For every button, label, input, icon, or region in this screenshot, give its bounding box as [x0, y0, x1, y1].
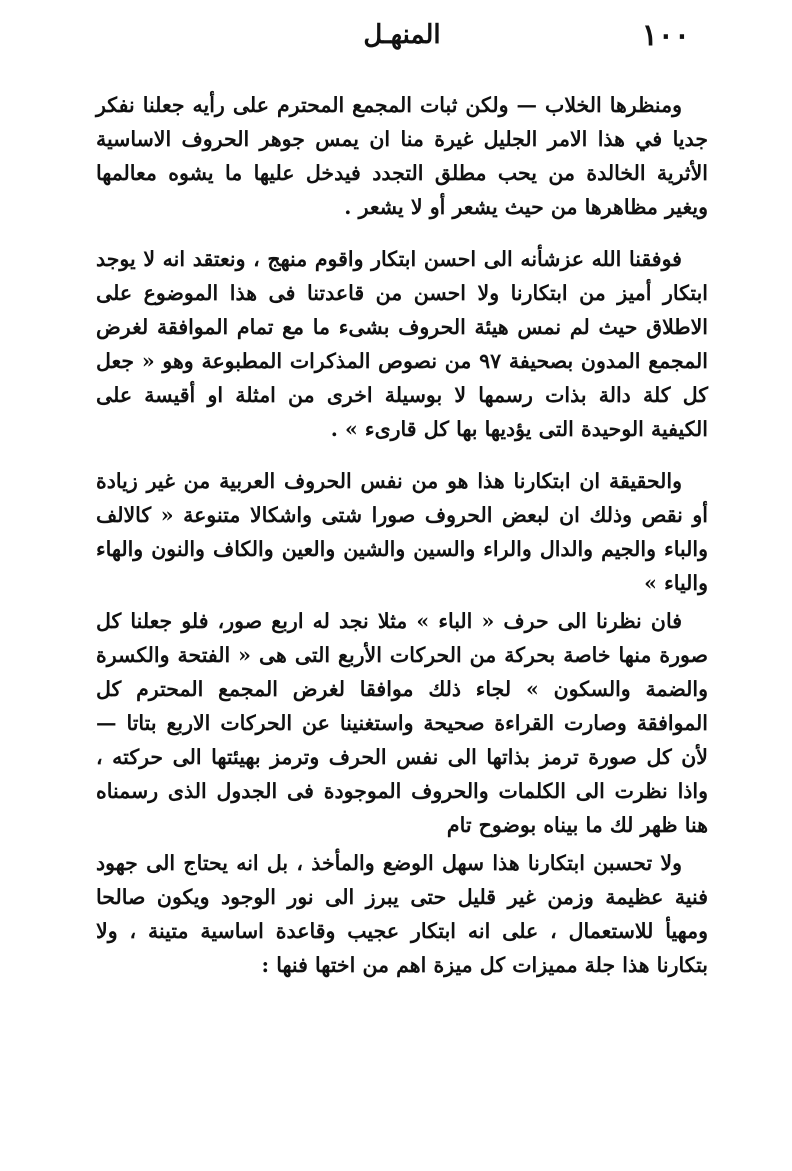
body-text [96, 88, 708, 982]
paragraph: ولا تحسبن ابتكارنا هذا سهل الوضع والمأخذ ، بل انه يحتاج الى جهود فنية عظيمة وزمن غير قليل حتى يبرز الى نور الوجود ويكون صالحا ومهيأ للاستعمال ، على انه ابتكار عجيب وقاعدة اساسية متينة ، ولا بتكارنا هذا جلة مميزات كل ميزة اهم من اختها فنها : [96, 851, 708, 977]
paragraph: ومنظرها الخلاب — ولكن ثبات المجمع المحترم على رأيه جعلنا نفكر جديا في هذا الامر الجليل غيرة منا ان يمس جوهر الحروف الاساسية الأثرية الخالدة من يحب مطلق التجدد فيدخل عليها ما يشوه معالمها ويغير مظاهرها من حيث يشعر أو لا يشعر . [96, 93, 708, 219]
page-header [96, 14, 708, 66]
paragraph: والحقيقة ان ابتكارنا هذا هو من نفس الحروف العربية من غير زيادة أو نقص وذلك ان لبعض الحروف صورا شتى واشكالا متنوعة « كالالف والباء والجيم والدال والراء والسين والشين والعين والكاف والنون والهاء والياء » [96, 469, 708, 595]
page-number: ١٠٠ [641, 18, 690, 53]
running-title: المنهـل [363, 20, 441, 50]
paragraph: فوفقنا الله عزشأنه الى احسن ابتكار واقوم منهج ، ونعتقد انه لا يوجد ابتكار أميز من ابتكارنا ولا احسن من قاعدتنا فى هذا الموضوع على الاطلاق حيث لم نمس هيئة الحروف بشىء ما مع تمام الموافقة لغرض المجمع المدون بصحيفة ٩٧ من نصوص المذكرات المطبوعة وهو « جعل كل كلة دالة بذات رسمها لا بوسيلة اخرى من امثلة او أقيسة على الكيفية الوحيدة التى يؤديها بها كل قارىء » . [96, 247, 708, 441]
paragraph: فان نظرنا الى حرف « الباء » مثلا نجد له اربع صور، فلو جعلنا كل صورة منها خاصة بحركة من الحركات الأربع التى هى « الفتحة والكسرة والضمة والسكون » لجاء ذلك موافقا لغرض المجمع المحترم كل الموافقة وصارت القراءة صحيحة واستغنينا عن الحركات الاربع بتاتا — لأن كل صورة ترمز بذاتها الى نفس الحرف وترمز بهيئتها الى حركته ، واذا نظرت الى الكلمات والحروف الموجودة فى الجدول الذى رسمناه هنا ظهر لك ما بيناه بوضوح تام [96, 609, 708, 837]
